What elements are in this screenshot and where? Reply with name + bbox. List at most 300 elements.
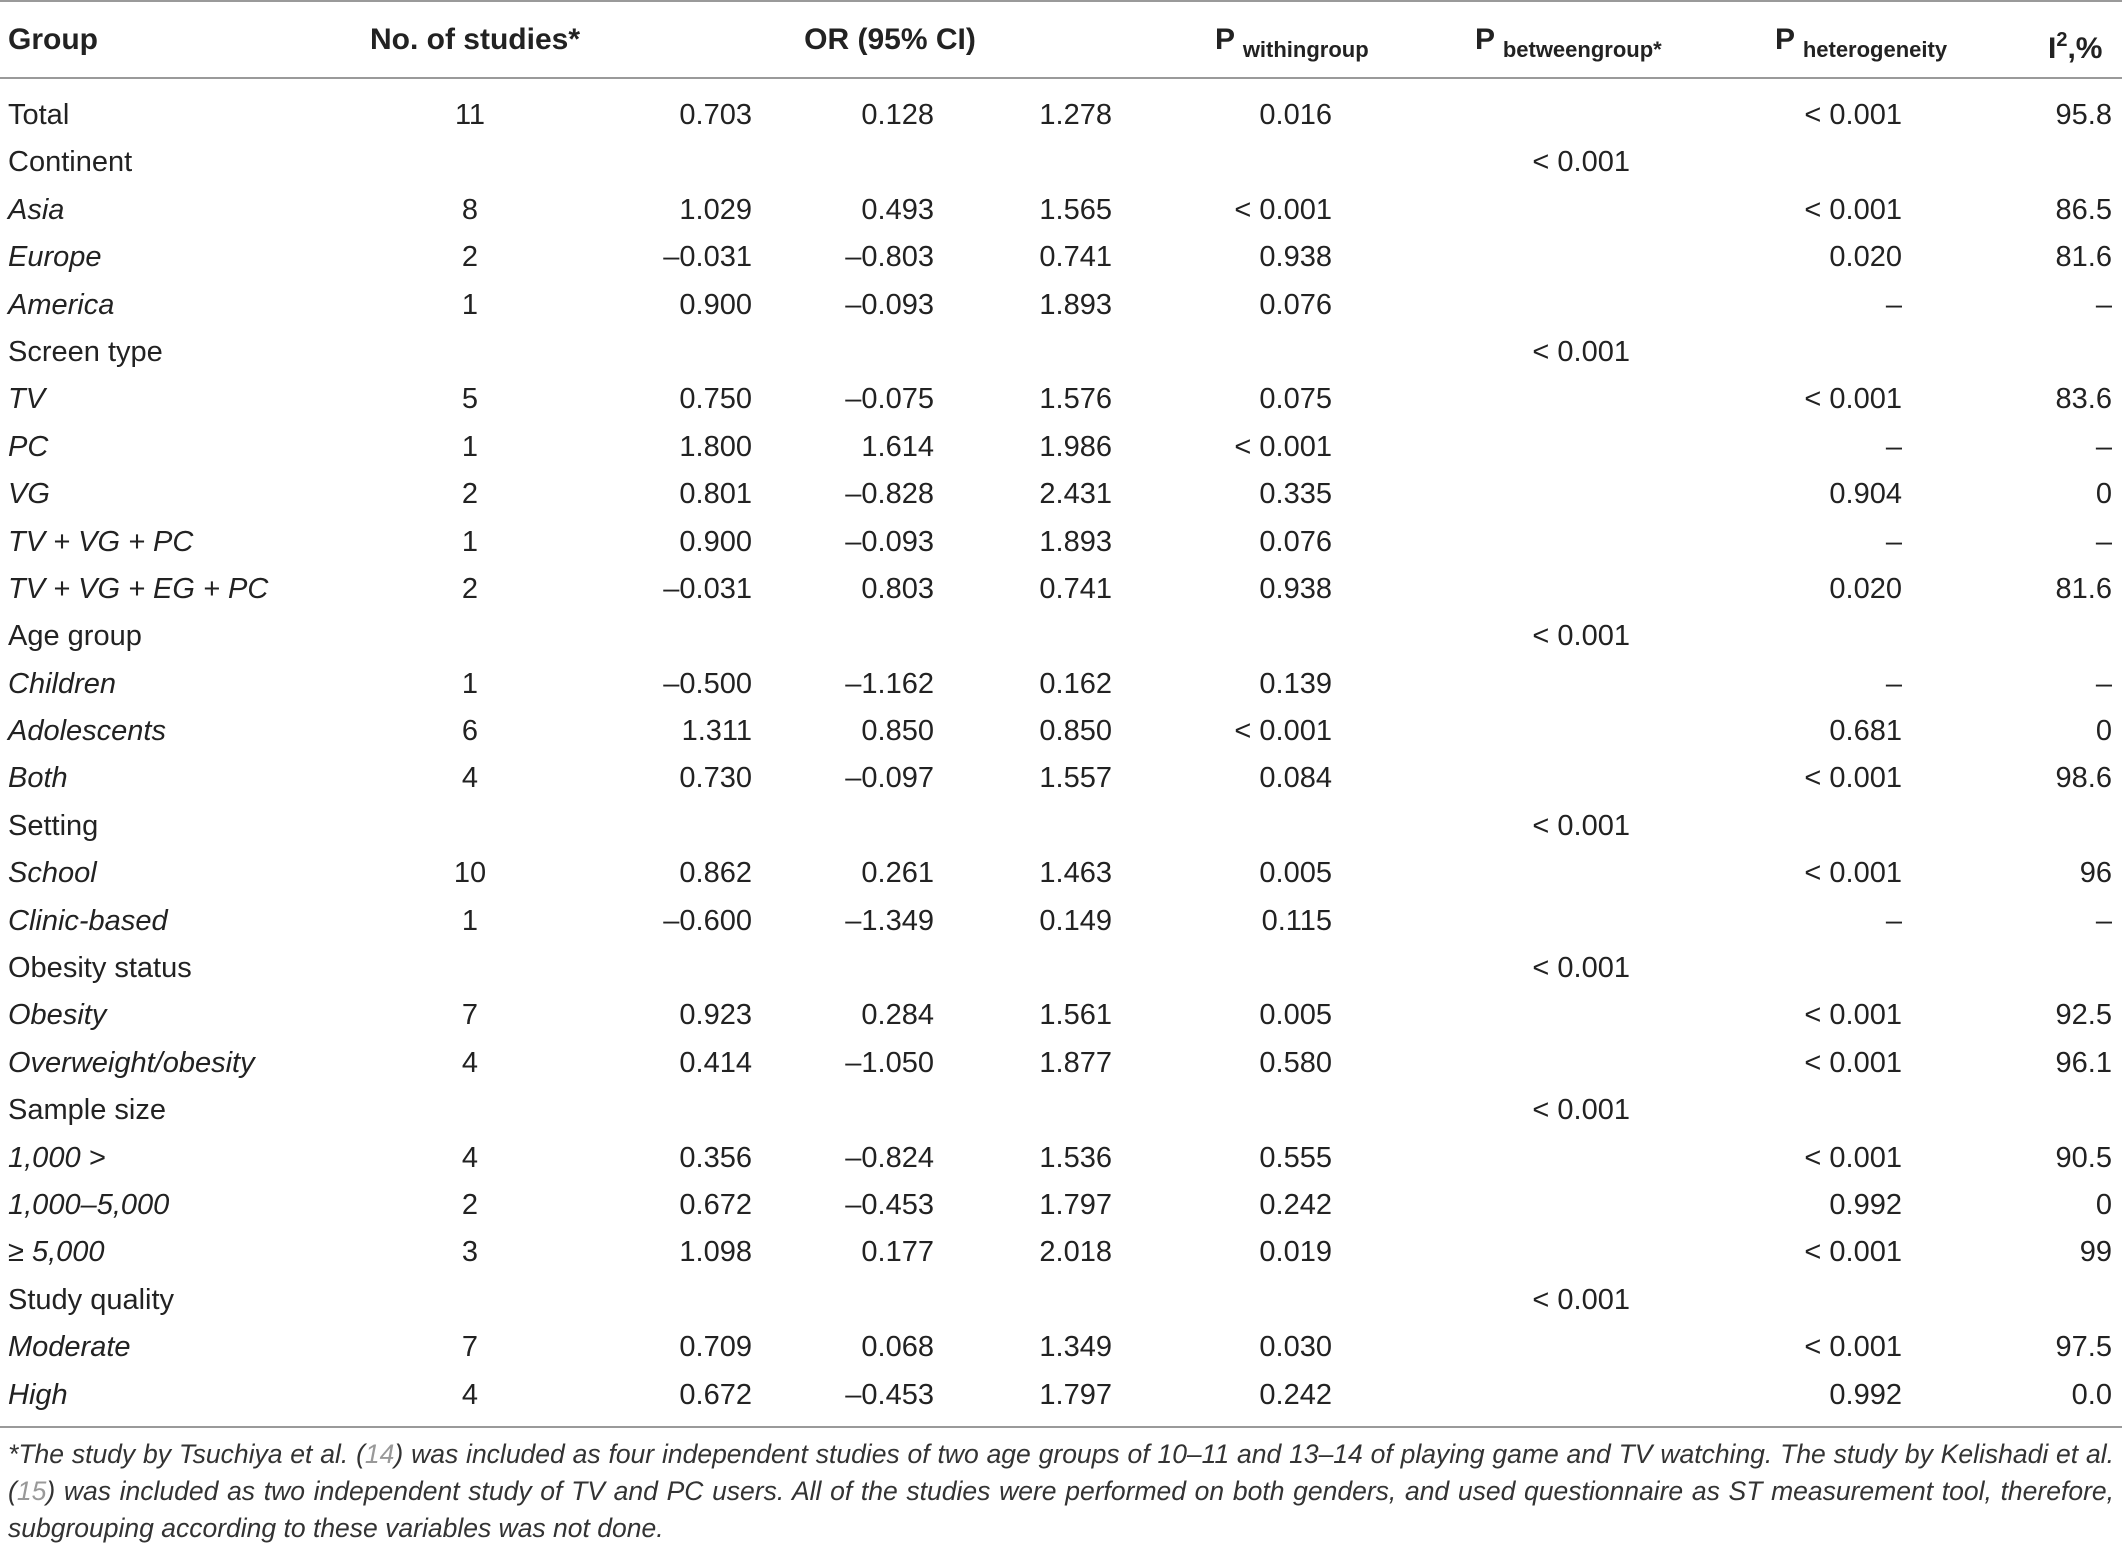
cell-group: Adolescents (8, 715, 166, 748)
cell-p-betweengroup (1500, 187, 1630, 234)
cell-p-heterogeneity: < 0.001 (1804, 1141, 1902, 1174)
cell-ci-lower (780, 803, 934, 850)
cell-p-withingroup: 0.005 (1259, 857, 1332, 890)
cell-ci-upper: 1.536 (1039, 1141, 1112, 1174)
table-row (0, 1040, 2122, 1087)
table-row (0, 850, 2122, 897)
cell-p-heterogeneity: – (1885, 904, 1902, 937)
cell-ci-lower: –0.097 (845, 762, 934, 795)
cell-group: Obesity status (8, 952, 192, 985)
table-row (0, 282, 2122, 329)
cell-or: –0.031 (663, 572, 752, 605)
table-row (0, 566, 2122, 613)
cell-or (600, 945, 752, 992)
cell-studies (370, 1087, 570, 1134)
cell-group: ≥ 5,000 (8, 1236, 105, 1269)
cell-p-withingroup: < 0.001 (1234, 715, 1332, 748)
cell-ci-lower (780, 945, 934, 992)
cell-ci-upper: 1.576 (1039, 383, 1112, 416)
cell-group: Setting (8, 809, 99, 842)
table-row (0, 234, 2122, 281)
cell-p-withingroup: 0.076 (1259, 525, 1332, 558)
cell-p-betweengroup (1500, 519, 1630, 566)
cell-studies: 4 (461, 1378, 479, 1411)
cell-ci-upper: 1.565 (1039, 193, 1112, 226)
cell-studies: 6 (461, 715, 479, 748)
cell-p-withingroup (1200, 803, 1332, 850)
cell-p-betweengroup (1500, 376, 1630, 423)
cell-i-squared: 83.6 (2055, 383, 2112, 416)
cell-i-squared: – (2095, 430, 2112, 463)
cell-p-heterogeneity: – (1885, 667, 1902, 700)
table-category-row (0, 329, 2122, 376)
cell-group: TV + VG + PC (8, 525, 194, 558)
cell-or: 1.098 (679, 1236, 752, 1269)
table-row (0, 661, 2122, 708)
table-row (0, 376, 2122, 423)
cell-i-squared: 86.5 (2055, 193, 2112, 226)
table-footnote (8, 1436, 2114, 1547)
cell-ci-lower: 0.128 (861, 99, 934, 131)
cell-ci-upper: 2.431 (1039, 478, 1112, 511)
cell-p-betweengroup (1500, 1372, 1630, 1419)
cell-group: High (8, 1378, 68, 1411)
cell-ci-upper: 2.018 (1039, 1236, 1112, 1269)
cell-or: 1.311 (681, 715, 752, 748)
cell-p-heterogeneity (1760, 1087, 1902, 1134)
cell-i-squared: 97.5 (2055, 1331, 2112, 1364)
cell-p-betweengroup: < 0.001 (1532, 335, 1630, 368)
cell-p-heterogeneity: < 0.001 (1804, 1236, 1902, 1269)
table-row (0, 1324, 2122, 1371)
cell-p-heterogeneity (1760, 329, 1902, 376)
table-category-row (0, 1087, 2122, 1134)
cell-ci-lower: –0.803 (845, 241, 934, 274)
cell-i-squared (1990, 1087, 2112, 1134)
cell-i-squared (1990, 1277, 2112, 1324)
header-p-heterogeneity-sub: heterogeneity (1802, 37, 1948, 62)
cell-p-withingroup (1200, 1277, 1332, 1324)
cell-studies: 1 (461, 430, 479, 463)
cell-p-withingroup: 0.555 (1259, 1141, 1332, 1174)
cell-p-betweengroup (1500, 661, 1630, 708)
cell-p-betweengroup (1500, 898, 1630, 945)
table-row (0, 755, 2122, 802)
cell-p-withingroup: < 0.001 (1234, 430, 1332, 463)
cell-ci-upper: 1.278 (1039, 99, 1112, 131)
cell-group: Sample size (8, 1094, 166, 1127)
cell-i-squared: 90.5 (2055, 1141, 2112, 1174)
cell-group: 1,000 > (8, 1141, 106, 1174)
cell-p-betweengroup (1500, 1182, 1630, 1229)
table-row (0, 1372, 2122, 1419)
cell-ci-upper: 1.797 (1039, 1378, 1112, 1411)
cell-p-betweengroup: < 0.001 (1532, 952, 1630, 985)
cell-p-betweengroup (1500, 1040, 1630, 1087)
cell-ci-upper: 1.893 (1039, 525, 1112, 558)
cell-p-withingroup: 0.115 (1261, 904, 1332, 937)
cell-or (600, 613, 752, 660)
cell-ci-upper (960, 613, 1112, 660)
cell-group: Moderate (8, 1331, 131, 1364)
cell-p-betweengroup: < 0.001 (1532, 1094, 1630, 1127)
header-p-betweengroup-main: P (1475, 23, 1495, 56)
cell-p-betweengroup: < 0.001 (1532, 620, 1630, 653)
cell-p-withingroup: 0.019 (1259, 1236, 1332, 1269)
cell-p-heterogeneity: < 0.001 (1804, 1331, 1902, 1364)
cell-p-withingroup: 0.139 (1259, 667, 1332, 700)
cell-ci-lower: 0.850 (861, 715, 934, 748)
cell-or: –0.600 (663, 904, 752, 937)
cell-group: Children (8, 667, 116, 700)
cell-i-squared: 95.8 (2055, 99, 2112, 131)
cell-i-squared (1990, 803, 2112, 850)
cell-i-squared: 98.6 (2055, 762, 2112, 795)
cell-ci-lower: –0.093 (845, 525, 934, 558)
cell-p-betweengroup (1500, 424, 1630, 471)
table-category-row (0, 92, 2122, 139)
cell-or: 0.414 (679, 1046, 752, 1079)
cell-studies (370, 1277, 570, 1324)
cell-i-squared: 0 (2095, 715, 2112, 748)
cell-ci-upper: 0.741 (1039, 572, 1112, 605)
cell-studies: 4 (461, 1141, 479, 1174)
cell-ci-upper: 0.149 (1039, 904, 1112, 937)
cell-studies (370, 613, 570, 660)
header-p-withingroup-sub: withingroup (1242, 37, 1369, 62)
header-p-withingroup (1215, 18, 1369, 72)
cell-ci-lower: –0.453 (845, 1188, 934, 1221)
cell-studies: 8 (461, 193, 479, 226)
cell-p-withingroup: 0.242 (1259, 1378, 1332, 1411)
cell-studies: 11 (454, 99, 486, 131)
cell-studies (370, 945, 570, 992)
table-row (0, 187, 2122, 234)
table-row (0, 898, 2122, 945)
cell-ci-lower (780, 1087, 934, 1134)
cell-p-heterogeneity: 0.681 (1829, 715, 1902, 748)
cell-group: Total (8, 99, 70, 131)
cell-ci-lower: 0.068 (861, 1331, 934, 1364)
cell-p-betweengroup (1500, 992, 1630, 1039)
cell-studies: 2 (461, 572, 479, 605)
cell-ci-lower (780, 329, 934, 376)
cell-p-betweengroup (1500, 755, 1630, 802)
cell-studies: 2 (461, 1188, 479, 1221)
cell-or: 0.923 (679, 999, 752, 1032)
cell-studies: 1 (461, 288, 479, 321)
cell-group: Both (8, 762, 68, 795)
cell-p-withingroup: 0.242 (1259, 1188, 1332, 1221)
header-i-squared-sup: 2 (2056, 29, 2068, 51)
cell-or (600, 329, 752, 376)
cell-p-heterogeneity: < 0.001 (1804, 857, 1902, 890)
cell-i-squared: 81.6 (2055, 572, 2112, 605)
cell-ci-lower: 0.261 (861, 857, 934, 890)
cell-p-heterogeneity: – (1885, 288, 1902, 321)
cell-studies: 1 (461, 525, 479, 558)
cell-ci-upper (960, 945, 1112, 992)
cell-or: 0.801 (679, 478, 752, 511)
cell-p-heterogeneity: < 0.001 (1804, 999, 1902, 1032)
cell-ci-upper: 0.741 (1039, 241, 1112, 274)
cell-group: Asia (8, 193, 65, 226)
cell-ci-lower (780, 613, 934, 660)
cell-group: TV (8, 383, 46, 416)
cell-ci-upper: 1.557 (1039, 762, 1112, 795)
cell-studies: 2 (461, 241, 479, 274)
table-bottom-rule (0, 1426, 2122, 1428)
cell-studies: 4 (461, 762, 479, 795)
cell-i-squared (1990, 945, 2112, 992)
cell-ci-upper (960, 1277, 1112, 1324)
cell-ci-lower: –0.453 (845, 1378, 934, 1411)
cell-ci-upper: 1.463 (1039, 857, 1112, 890)
cell-studies: 3 (461, 1236, 479, 1269)
cell-group: Study quality (8, 1283, 175, 1316)
cell-ci-lower: 0.803 (861, 572, 934, 605)
table-category-row (0, 139, 2122, 186)
cell-ci-upper: 0.850 (1039, 715, 1112, 748)
cell-i-squared (1990, 139, 2112, 186)
cell-ci-lower: –1.162 (845, 667, 934, 700)
table-row (0, 1229, 2122, 1276)
cell-p-heterogeneity (1760, 803, 1902, 850)
cell-group: TV + VG + EG + PC (8, 572, 269, 605)
cell-p-heterogeneity: – (1885, 430, 1902, 463)
cell-or: 0.900 (679, 288, 752, 321)
cell-ci-lower: –1.349 (845, 904, 934, 937)
cell-p-betweengroup (1500, 850, 1630, 897)
cell-p-withingroup: 0.075 (1259, 383, 1332, 416)
footnote-ref-14[interactable]: 14 (364, 1439, 395, 1469)
cell-i-squared: 96.1 (2055, 1046, 2112, 1079)
cell-i-squared: 96 (2079, 857, 2112, 890)
cell-p-withingroup: < 0.001 (1234, 193, 1332, 226)
cell-p-betweengroup (1500, 1229, 1630, 1276)
cell-group: Obesity (8, 999, 107, 1032)
cell-p-betweengroup (1500, 282, 1630, 329)
cell-ci-lower: –1.050 (845, 1046, 934, 1079)
cell-group: VG (8, 478, 50, 511)
table-row (0, 519, 2122, 566)
header-p-heterogeneity-main: P (1775, 23, 1795, 56)
cell-p-withingroup: 0.938 (1259, 572, 1332, 605)
footnote-text-3: ) was included as two independent study of TV and PC users. All of the studies were performed on both genders, and used questionnaire as ST measurement tool, therefore, subgrouping according to these variables was not done. (8, 1476, 2114, 1543)
header-bottom-rule (0, 77, 2122, 79)
cell-p-withingroup: 0.076 (1259, 288, 1332, 321)
cell-studies: 4 (461, 1046, 479, 1079)
cell-studies: 1 (461, 667, 479, 700)
cell-p-heterogeneity (1760, 945, 1902, 992)
cell-p-betweengroup (1500, 566, 1630, 613)
table-category-row (0, 1277, 2122, 1324)
cell-p-heterogeneity: < 0.001 (1804, 1046, 1902, 1079)
header-group: Group (8, 23, 98, 56)
cell-p-withingroup: 0.335 (1259, 478, 1332, 511)
cell-p-withingroup (1200, 1087, 1332, 1134)
footnote-text-1: *The study by Tsuchiya et al. ( (8, 1439, 365, 1469)
cell-or: 0.672 (679, 1188, 752, 1221)
cell-ci-lower: –0.075 (845, 383, 934, 416)
cell-ci-upper (960, 803, 1112, 850)
cell-group: Overweight/obesity (8, 1046, 255, 1079)
cell-ci-upper: 1.561 (1039, 999, 1112, 1032)
cell-studies: 5 (461, 383, 479, 416)
cell-p-heterogeneity: < 0.001 (1804, 383, 1902, 416)
cell-i-squared: 99 (2079, 1236, 2112, 1269)
cell-or: 0.862 (679, 857, 752, 890)
cell-p-betweengroup (1500, 1324, 1630, 1371)
cell-group: 1,000–5,000 (8, 1188, 170, 1221)
cell-or (600, 139, 752, 186)
cell-or: 0.709 (679, 1331, 752, 1364)
cell-studies (370, 139, 570, 186)
cell-ci-lower: 1.614 (861, 430, 934, 463)
header-or-95-ci: OR (95% CI) (804, 23, 976, 56)
cell-studies (370, 803, 570, 850)
table-row (0, 992, 2122, 1039)
cell-or (600, 803, 752, 850)
cell-p-heterogeneity: < 0.001 (1804, 193, 1902, 226)
cell-ci-upper (960, 329, 1112, 376)
header-p-heterogeneity (1775, 18, 1947, 72)
cell-i-squared: – (2095, 288, 2112, 321)
cell-group: Screen type (8, 335, 163, 368)
cell-p-heterogeneity: 0.992 (1829, 1188, 1902, 1221)
cell-ci-lower: 0.284 (861, 999, 934, 1032)
table-row (0, 708, 2122, 755)
cell-p-withingroup (1200, 613, 1332, 660)
cell-ci-upper: 1.986 (1039, 430, 1112, 463)
header-p-betweengroup (1475, 18, 1662, 72)
cell-ci-lower: 0.493 (861, 193, 934, 226)
cell-studies (370, 329, 570, 376)
cell-or (600, 1087, 752, 1134)
cell-p-heterogeneity: 0.904 (1829, 478, 1902, 511)
footnote-text-2: ) was included as four independent studies of two age groups of 10–11 and 13–14 of playing game and TV watching. The study by Kelishadi et al. ( (8, 1439, 2114, 1506)
cell-studies: 10 (453, 857, 487, 890)
table-row (0, 1135, 2122, 1182)
footnote-ref-15[interactable]: 15 (16, 1476, 47, 1506)
cell-p-heterogeneity: – (1885, 525, 1902, 558)
cell-p-betweengroup (1500, 234, 1630, 281)
cell-ci-lower: 0.177 (861, 1236, 934, 1269)
cell-ci-upper: 1.877 (1039, 1046, 1112, 1079)
cell-i-squared (1990, 613, 2112, 660)
header-no-of-studies: No. of studies* (370, 23, 581, 56)
cell-ci-lower (780, 1277, 934, 1324)
cell-p-withingroup: 0.084 (1259, 762, 1332, 795)
cell-ci-lower: –0.824 (845, 1141, 934, 1174)
cell-ci-upper: 1.797 (1039, 1188, 1112, 1221)
cell-ci-lower: –0.093 (845, 288, 934, 321)
table-header-row (0, 0, 2122, 78)
cell-studies: 2 (461, 478, 479, 511)
table-row (0, 424, 2122, 471)
cell-ci-upper: 1.349 (1039, 1331, 1112, 1364)
cell-ci-upper: 0.162 (1039, 667, 1112, 700)
cell-group: America (8, 288, 115, 321)
cell-p-withingroup (1200, 945, 1332, 992)
cell-or: 1.800 (679, 430, 752, 463)
cell-i-squared: 81.6 (2055, 241, 2112, 274)
cell-p-withingroup (1200, 329, 1332, 376)
cell-p-heterogeneity: 0.020 (1829, 241, 1902, 274)
cell-studies: 1 (461, 904, 479, 937)
cell-p-betweengroup: < 0.001 (1532, 146, 1630, 179)
table-category-row (0, 803, 2122, 850)
cell-or: 0.750 (679, 383, 752, 416)
table-row (0, 471, 2122, 518)
header-i-squared (2048, 18, 2102, 71)
table-row (0, 1182, 2122, 1229)
cell-p-betweengroup (1500, 92, 1630, 139)
cell-p-heterogeneity (1760, 139, 1902, 186)
cell-p-withingroup: 0.580 (1259, 1046, 1332, 1079)
cell-or: 0.703 (679, 99, 752, 131)
cell-p-betweengroup (1500, 471, 1630, 518)
header-p-withingroup-main: P (1215, 23, 1235, 56)
table-category-row (0, 945, 2122, 992)
cell-or: –0.031 (663, 241, 752, 274)
cell-or: –0.500 (663, 667, 752, 700)
cell-group: Continent (8, 146, 133, 179)
table-body (0, 92, 2122, 1419)
cell-i-squared: 0 (2095, 478, 2112, 511)
cell-group: Europe (8, 241, 102, 274)
cell-i-squared: 0.0 (2071, 1378, 2112, 1411)
cell-i-squared: – (2095, 904, 2112, 937)
cell-p-betweengroup: < 0.001 (1532, 1283, 1630, 1316)
cell-ci-lower (780, 139, 934, 186)
cell-group: Clinic-based (8, 904, 168, 937)
cell-p-heterogeneity (1760, 1277, 1902, 1324)
cell-p-heterogeneity: 0.020 (1829, 572, 1902, 605)
cell-ci-upper (960, 139, 1112, 186)
cell-p-withingroup: 0.005 (1259, 999, 1332, 1032)
cell-or: 1.029 (679, 193, 752, 226)
cell-i-squared (1990, 329, 2112, 376)
cell-i-squared: – (2095, 667, 2112, 700)
header-p-betweengroup-sub: betweengroup* (1502, 37, 1662, 62)
cell-i-squared: 92.5 (2055, 999, 2112, 1032)
cell-p-betweengroup (1500, 708, 1630, 755)
cell-group: Age group (8, 620, 142, 653)
cell-p-withingroup: 0.938 (1259, 241, 1332, 274)
cell-or: 0.730 (679, 762, 752, 795)
cell-or: 0.672 (679, 1378, 752, 1411)
cell-i-squared: 0 (2095, 1188, 2112, 1221)
cell-p-withingroup (1200, 139, 1332, 186)
cell-or: 0.900 (679, 525, 752, 558)
cell-group: School (8, 857, 97, 890)
cell-studies: 7 (461, 999, 479, 1032)
cell-or (600, 1277, 752, 1324)
header-i-squared-main: I (2048, 32, 2057, 65)
cell-p-withingroup: 0.016 (1259, 99, 1332, 131)
cell-or: 0.356 (679, 1141, 752, 1174)
cell-p-heterogeneity (1760, 613, 1902, 660)
cell-p-heterogeneity: < 0.001 (1804, 99, 1902, 131)
cell-ci-lower: –0.828 (845, 478, 934, 511)
cell-p-betweengroup: < 0.001 (1532, 809, 1630, 842)
cell-p-betweengroup (1500, 1135, 1630, 1182)
cell-p-heterogeneity: < 0.001 (1804, 762, 1902, 795)
cell-i-squared: – (2095, 525, 2112, 558)
header-i-squared-tail: ,% (2067, 32, 2103, 65)
table-category-row (0, 613, 2122, 660)
